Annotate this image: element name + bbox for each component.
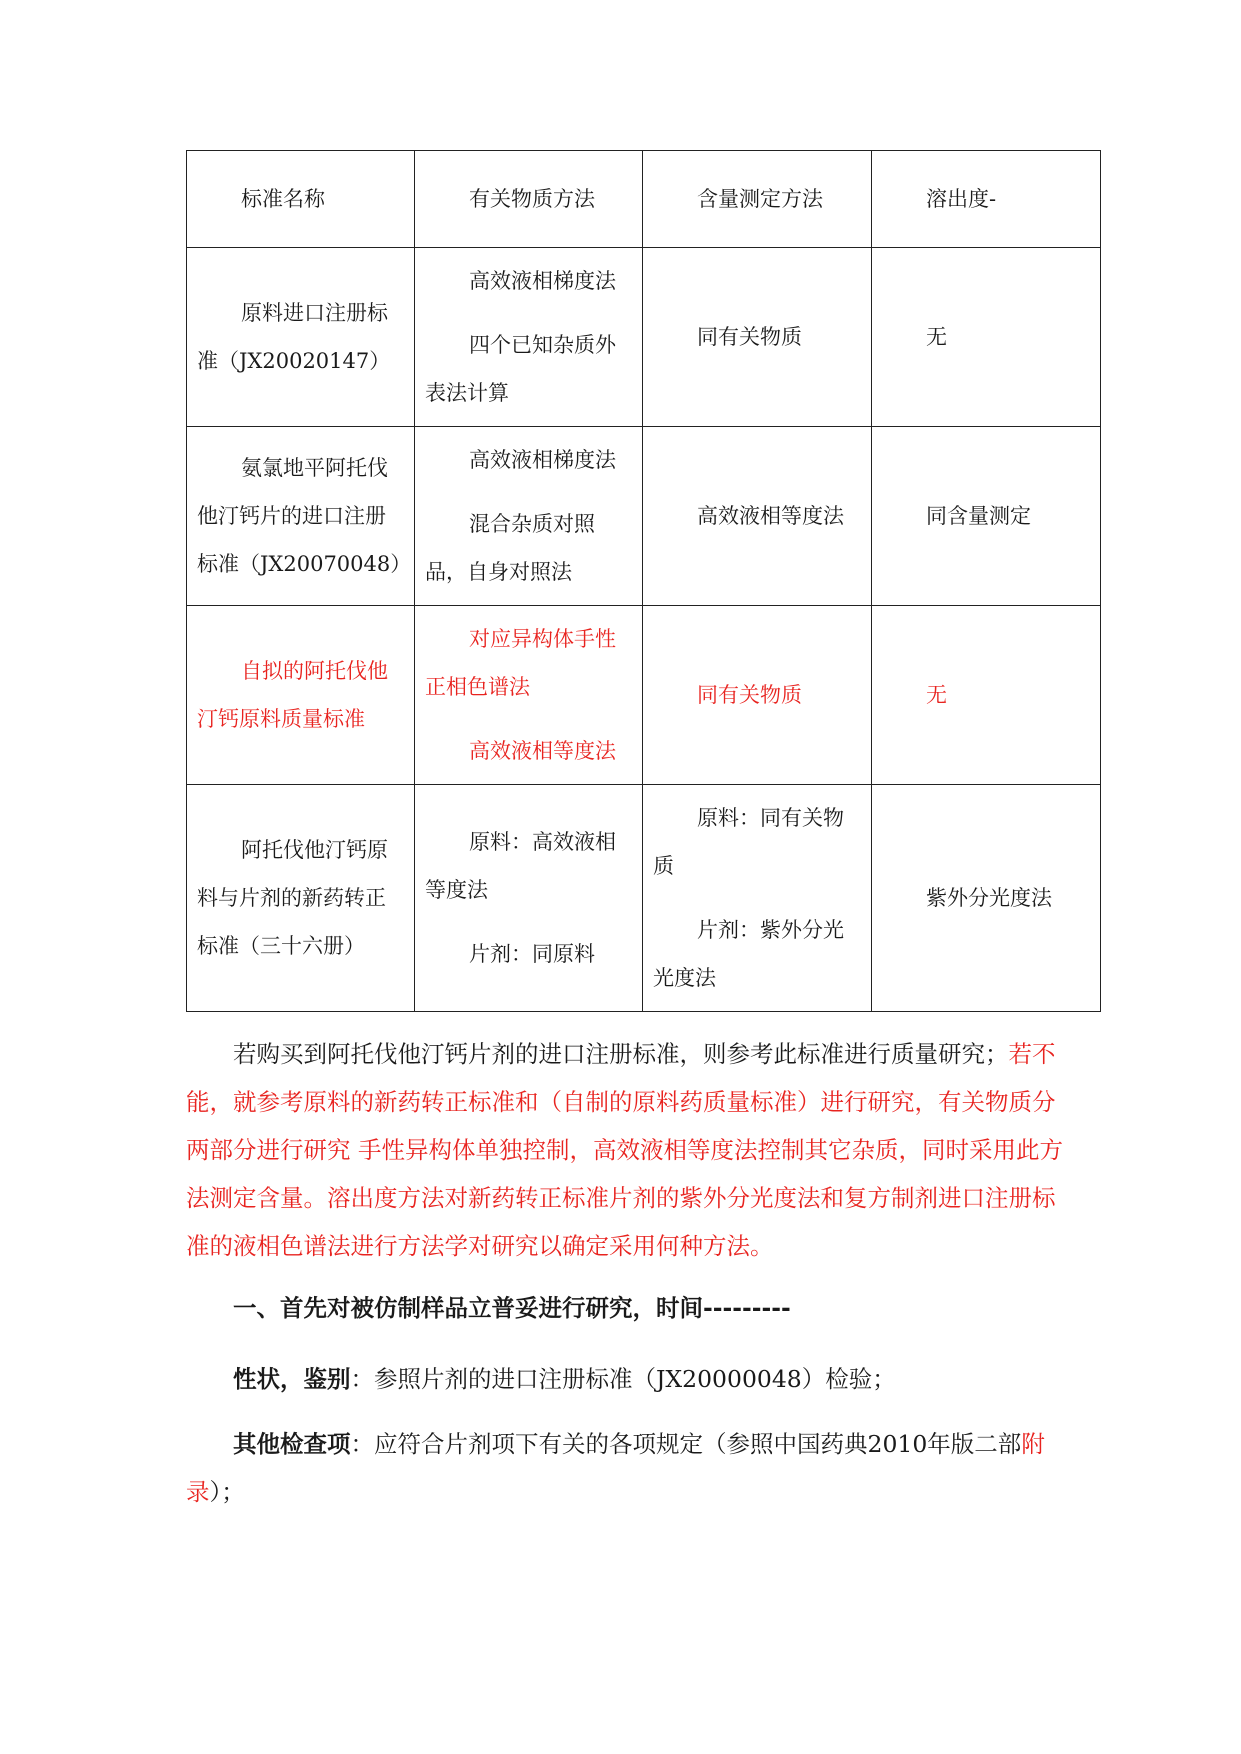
dissolution-cell: 同含量测定 [872, 427, 1101, 606]
section-heading: 一、首先对被仿制样品立普妥进行研究，时间--------- [233, 1294, 791, 1322]
other-checks-label: 其他检查项 [233, 1430, 351, 1458]
table-row [187, 427, 1101, 606]
dissolution-cell: 无 [872, 248, 1101, 427]
assay-cell: 同有关物质 [643, 248, 872, 427]
identification-label: 性状，鉴别 [233, 1365, 351, 1393]
appendix-link-text: 附录 [186, 1430, 1045, 1506]
paragraph-red-text: 若不能，就参考原料的新药转正标准和（自制的原料药质量标准）进行研究，有关物质分两部分进行研究 手性异构体单独控制，高效液相等度法控制其它杂质，同时采用此方法测定含量。溶出度方法对新药转正标准片剂的紫外分光度法和复方制剂进口注册标准的液相色谱法进行方法学对研究以确定采用何种方法。 [186, 1040, 1063, 1260]
table-header-cell: 标准名称 [187, 151, 415, 248]
body-paragraph [186, 1030, 1066, 1270]
table-header-cell: 含量测定方法 [643, 151, 872, 248]
paragraph-black-text: 若购买到阿托伐他汀钙片剂的进口注册标准，则参考此标准进行质量研究； [233, 1040, 1009, 1068]
assay-cell: 高效液相等度法 [643, 427, 872, 606]
identification-text: ：参照片剂的进口注册标准（JX20000048）检验； [350, 1365, 896, 1393]
assay-cell: 原料：同有关物质 片剂：紫外分光光度法 [643, 785, 872, 1012]
related-substance-cell: 高效液相梯度法 四个已知杂质外表法计算 [415, 248, 643, 427]
table-header-row [187, 151, 1101, 248]
table-header-cell: 有关物质方法 [415, 151, 643, 248]
assay-cell: 同有关物质 [643, 606, 872, 785]
dissolution-cell: 紫外分光度法 [872, 785, 1101, 1012]
standard-name-cell: 自拟的阿托伐他汀钙原料质量标准 [187, 606, 415, 785]
standards-table [186, 150, 1101, 1012]
table-row [187, 248, 1101, 427]
standard-name-cell: 氨氯地平阿托伐他汀钙片的进口注册标准（JX20070048） [187, 427, 415, 606]
table-row [187, 785, 1101, 1012]
table-row-highlighted [187, 606, 1101, 785]
identification-line [186, 1355, 1066, 1403]
table-header-cell: 溶出度- [872, 151, 1101, 248]
related-substance-cell: 高效液相梯度法 混合杂质对照品，自身对照法 [415, 427, 643, 606]
other-checks-tail: ）； [209, 1478, 245, 1506]
dissolution-cell: 无 [872, 606, 1101, 785]
other-checks-text: ：应符合片剂项下有关的各项规定（参照中国药典2010年版二部 [350, 1430, 1022, 1458]
other-checks-line [186, 1420, 1066, 1516]
related-substance-cell: 原料：高效液相等度法 片剂：同原料 [415, 785, 643, 1012]
related-substance-cell: 对应异构体手性正相色谱法 高效液相等度法 [415, 606, 643, 785]
standard-name-cell: 原料进口注册标准（JX20020147） [187, 248, 415, 427]
standard-name-cell: 阿托伐他汀钙原料与片剂的新药转正标准（三十六册） [187, 785, 415, 1012]
